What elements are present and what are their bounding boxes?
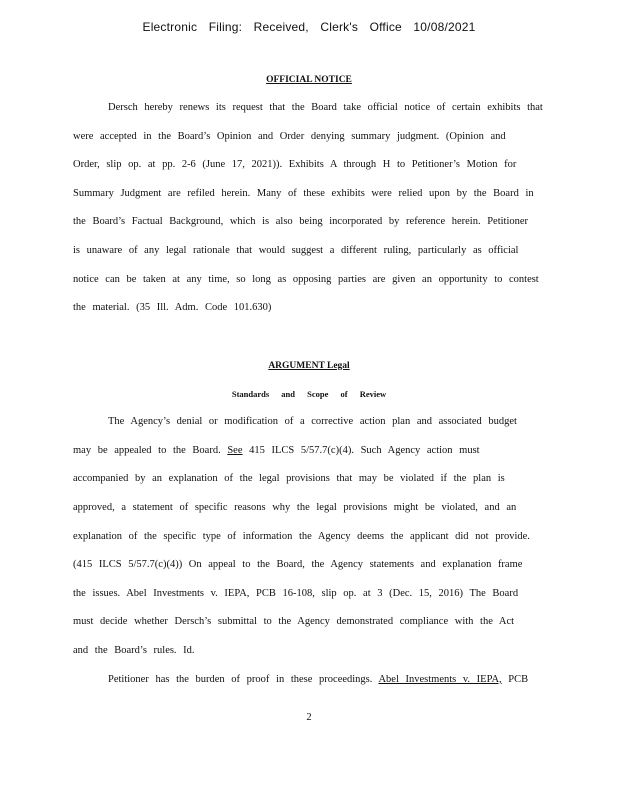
electronic-filing-header: Electronic Filing: Received, Clerk's Office 10/08/2021	[142, 20, 476, 34]
standards-heading: Standards and Scope of Review	[231, 389, 387, 399]
burden-text: Petitioner has the burden of proof in these proceedings.	[108, 674, 373, 685]
notice-line: is unaware of any legal rationale that would suggest a different ruling, particularly as official	[73, 245, 519, 256]
notice-line: the Board’s Factual Background, which is also being incorporated by reference herein. Petitioner	[73, 216, 529, 227]
argument-line: approved, a statement of specific reasons why the legal provisions might be violated, and an	[73, 502, 517, 513]
argument-line: (415 ILCS 5/57.7(c)(4)) On appeal to the Board, the Agency statements and explanation frame	[73, 559, 523, 570]
official-notice-heading-text: OFFICIAL NOTICE	[266, 75, 352, 85]
notice-line: the material. (35 Ill. Adm. Code 101.630)	[73, 302, 272, 313]
argument-line: accompanied by an explanation of the legal provisions that may be violated if the plan is	[73, 473, 505, 484]
official-notice-heading	[0, 75, 618, 85]
argument-line-see	[73, 445, 480, 456]
notice-line: Summary Judgment are refiled herein. Many of these exhibits were relied upon by the Board in	[73, 188, 534, 199]
burden-text: PCB	[508, 674, 529, 685]
argument-text: may be appealed to the Board.	[73, 445, 221, 456]
argument-line: the issues. Abel Investments v. IEPA, PCB 16-108, slip op. at 3 (Dec. 15, 2016) The Board	[73, 588, 519, 599]
notice-line: Order, slip op. at pp. 2-6 (June 17, 2021)). Exhibits A through H to Petitioner’s Motion for	[73, 159, 517, 170]
argument-line: and the Board’s rules. Id.	[73, 645, 195, 656]
argument-heading	[0, 361, 618, 371]
argument-line: explanation of the specific type of information the Agency deems the applicant did not provide.	[73, 531, 530, 542]
argument-line: The Agency’s denial or modification of a corrective action plan and associated budget	[108, 416, 517, 427]
case-citation: Abel Investments v. IEPA,	[378, 674, 502, 685]
see-signal: See	[227, 445, 243, 456]
page-number: 2	[306, 712, 312, 723]
argument-heading-text: ARGUMENT Legal	[268, 361, 350, 371]
notice-line: notice can be taken at any time, so long as opposing parties are given an opportunity to contest	[73, 274, 539, 285]
argument-text: 415 ILCS 5/57.7(c)(4). Such Agency action must	[249, 445, 480, 456]
notice-line: were accepted in the Board’s Opinion and Order denying summary judgment. (Opinion and	[73, 131, 506, 142]
burden-line	[108, 674, 528, 685]
argument-line: must decide whether Dersch’s submittal to the Agency demonstrated compliance with the Act	[73, 616, 515, 627]
notice-line: Dersch hereby renews its request that the Board take official notice of certain exhibits that	[108, 102, 543, 113]
